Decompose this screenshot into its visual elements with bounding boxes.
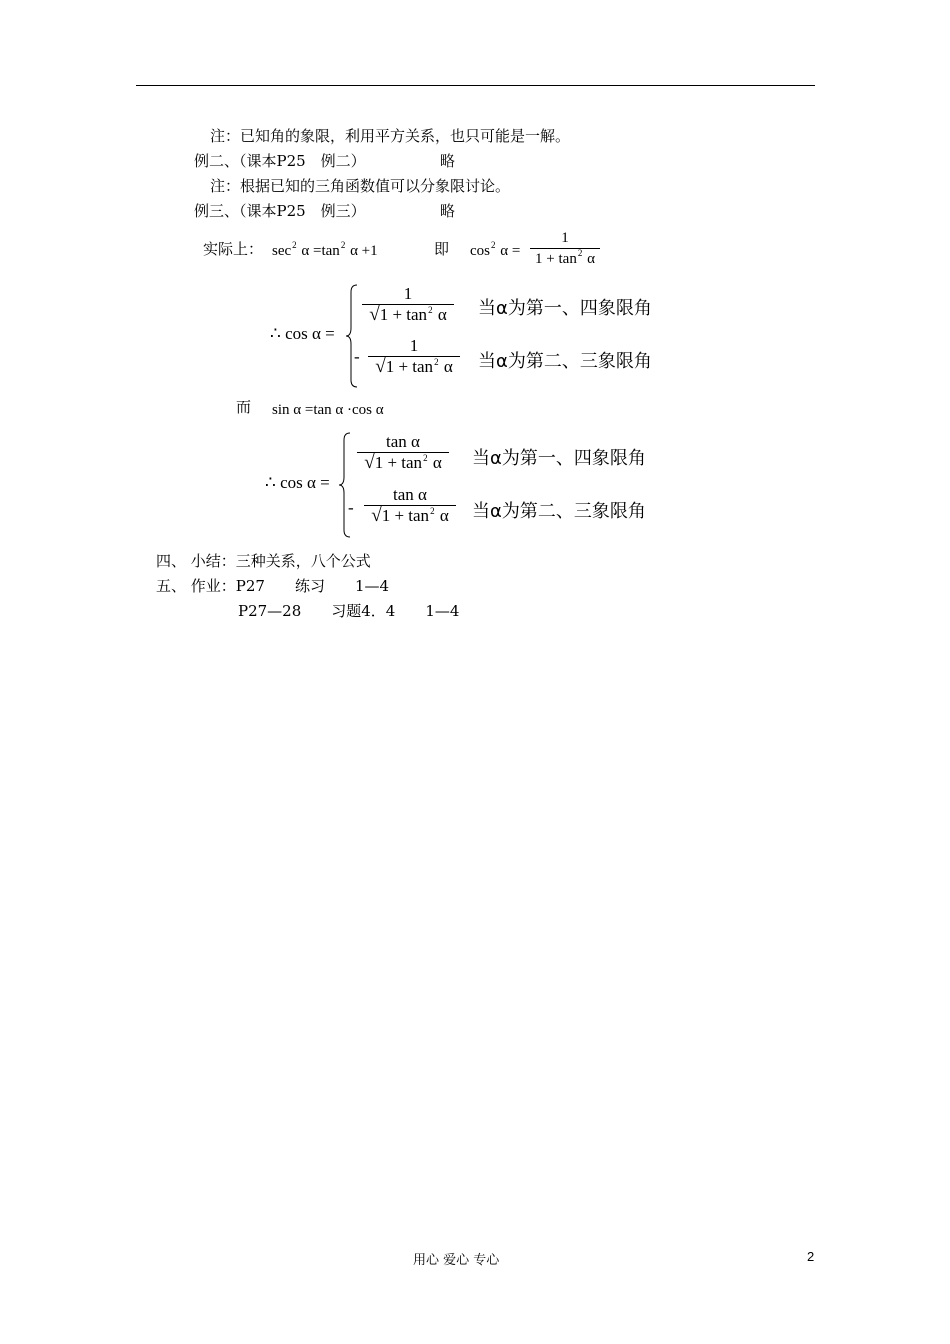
condition-3: 当α为第一、四象限角 <box>472 448 646 469</box>
therefore-cos-1: ∴ cos α = <box>270 324 335 343</box>
ie-label: 即 <box>434 240 450 258</box>
case-2-fraction: 1 $√1 + \tan^2 \alpha$ <box>368 336 460 379</box>
actually-label: 实际上： <box>203 240 264 258</box>
example-3: 例三、（课本P25 例三） <box>194 202 366 220</box>
sec-identity: $\sec^2 \alpha =\tan^2$ α +1 <box>272 240 378 259</box>
header-rule <box>136 85 815 86</box>
example-3-omitted: 略 <box>440 202 456 220</box>
left-brace-1 <box>345 284 359 388</box>
note-1: 注：已知角的象限，利用平方关系，也只可能是一解。 <box>210 127 571 145</box>
case-4-sign: - <box>348 498 354 517</box>
sin-identity: sin α =tan α ·cos α <box>272 402 384 418</box>
condition-1: 当α为第一、四象限角 <box>478 298 652 319</box>
example-2-omitted: 略 <box>440 152 456 170</box>
left-brace-2 <box>338 432 352 538</box>
note-2: 注：根据已知的三角函数值可以分象限讨论。 <box>210 177 511 195</box>
case-2-sign: - <box>354 347 360 366</box>
and-label: 而 <box>236 398 252 416</box>
case-3-fraction: tan α $√1 + \tan^2 \alpha$ <box>357 432 449 475</box>
condition-4: 当α为第二、三象限角 <box>472 501 646 522</box>
case-1-fraction: 1 $√1 + \tan^2 \alpha$ <box>362 284 454 327</box>
summary: 四、 小结：三种关系，八个公式 <box>156 552 371 570</box>
cos-squared-fraction: 1 $1 + \tan^2 \alpha$ <box>530 228 600 270</box>
homework: 五、 作业：P27 练习 1—4 <box>156 577 390 595</box>
page-number: 2 <box>807 1249 815 1264</box>
cos-squared-lhs: $\cos^2 \alpha$ = <box>470 240 521 259</box>
condition-2: 当α为第二、三象限角 <box>478 351 652 372</box>
footer-motto: 用心 爱心 专心 <box>413 1253 500 1268</box>
case-4-fraction: tan α $√1 + \tan^2 \alpha$ <box>364 485 456 528</box>
homework-2: P27—28 习题4．4 1—4 <box>238 602 460 620</box>
example-2: 例二、（课本P25 例二） <box>194 152 366 170</box>
therefore-cos-2: ∴ cos α = <box>265 473 330 492</box>
